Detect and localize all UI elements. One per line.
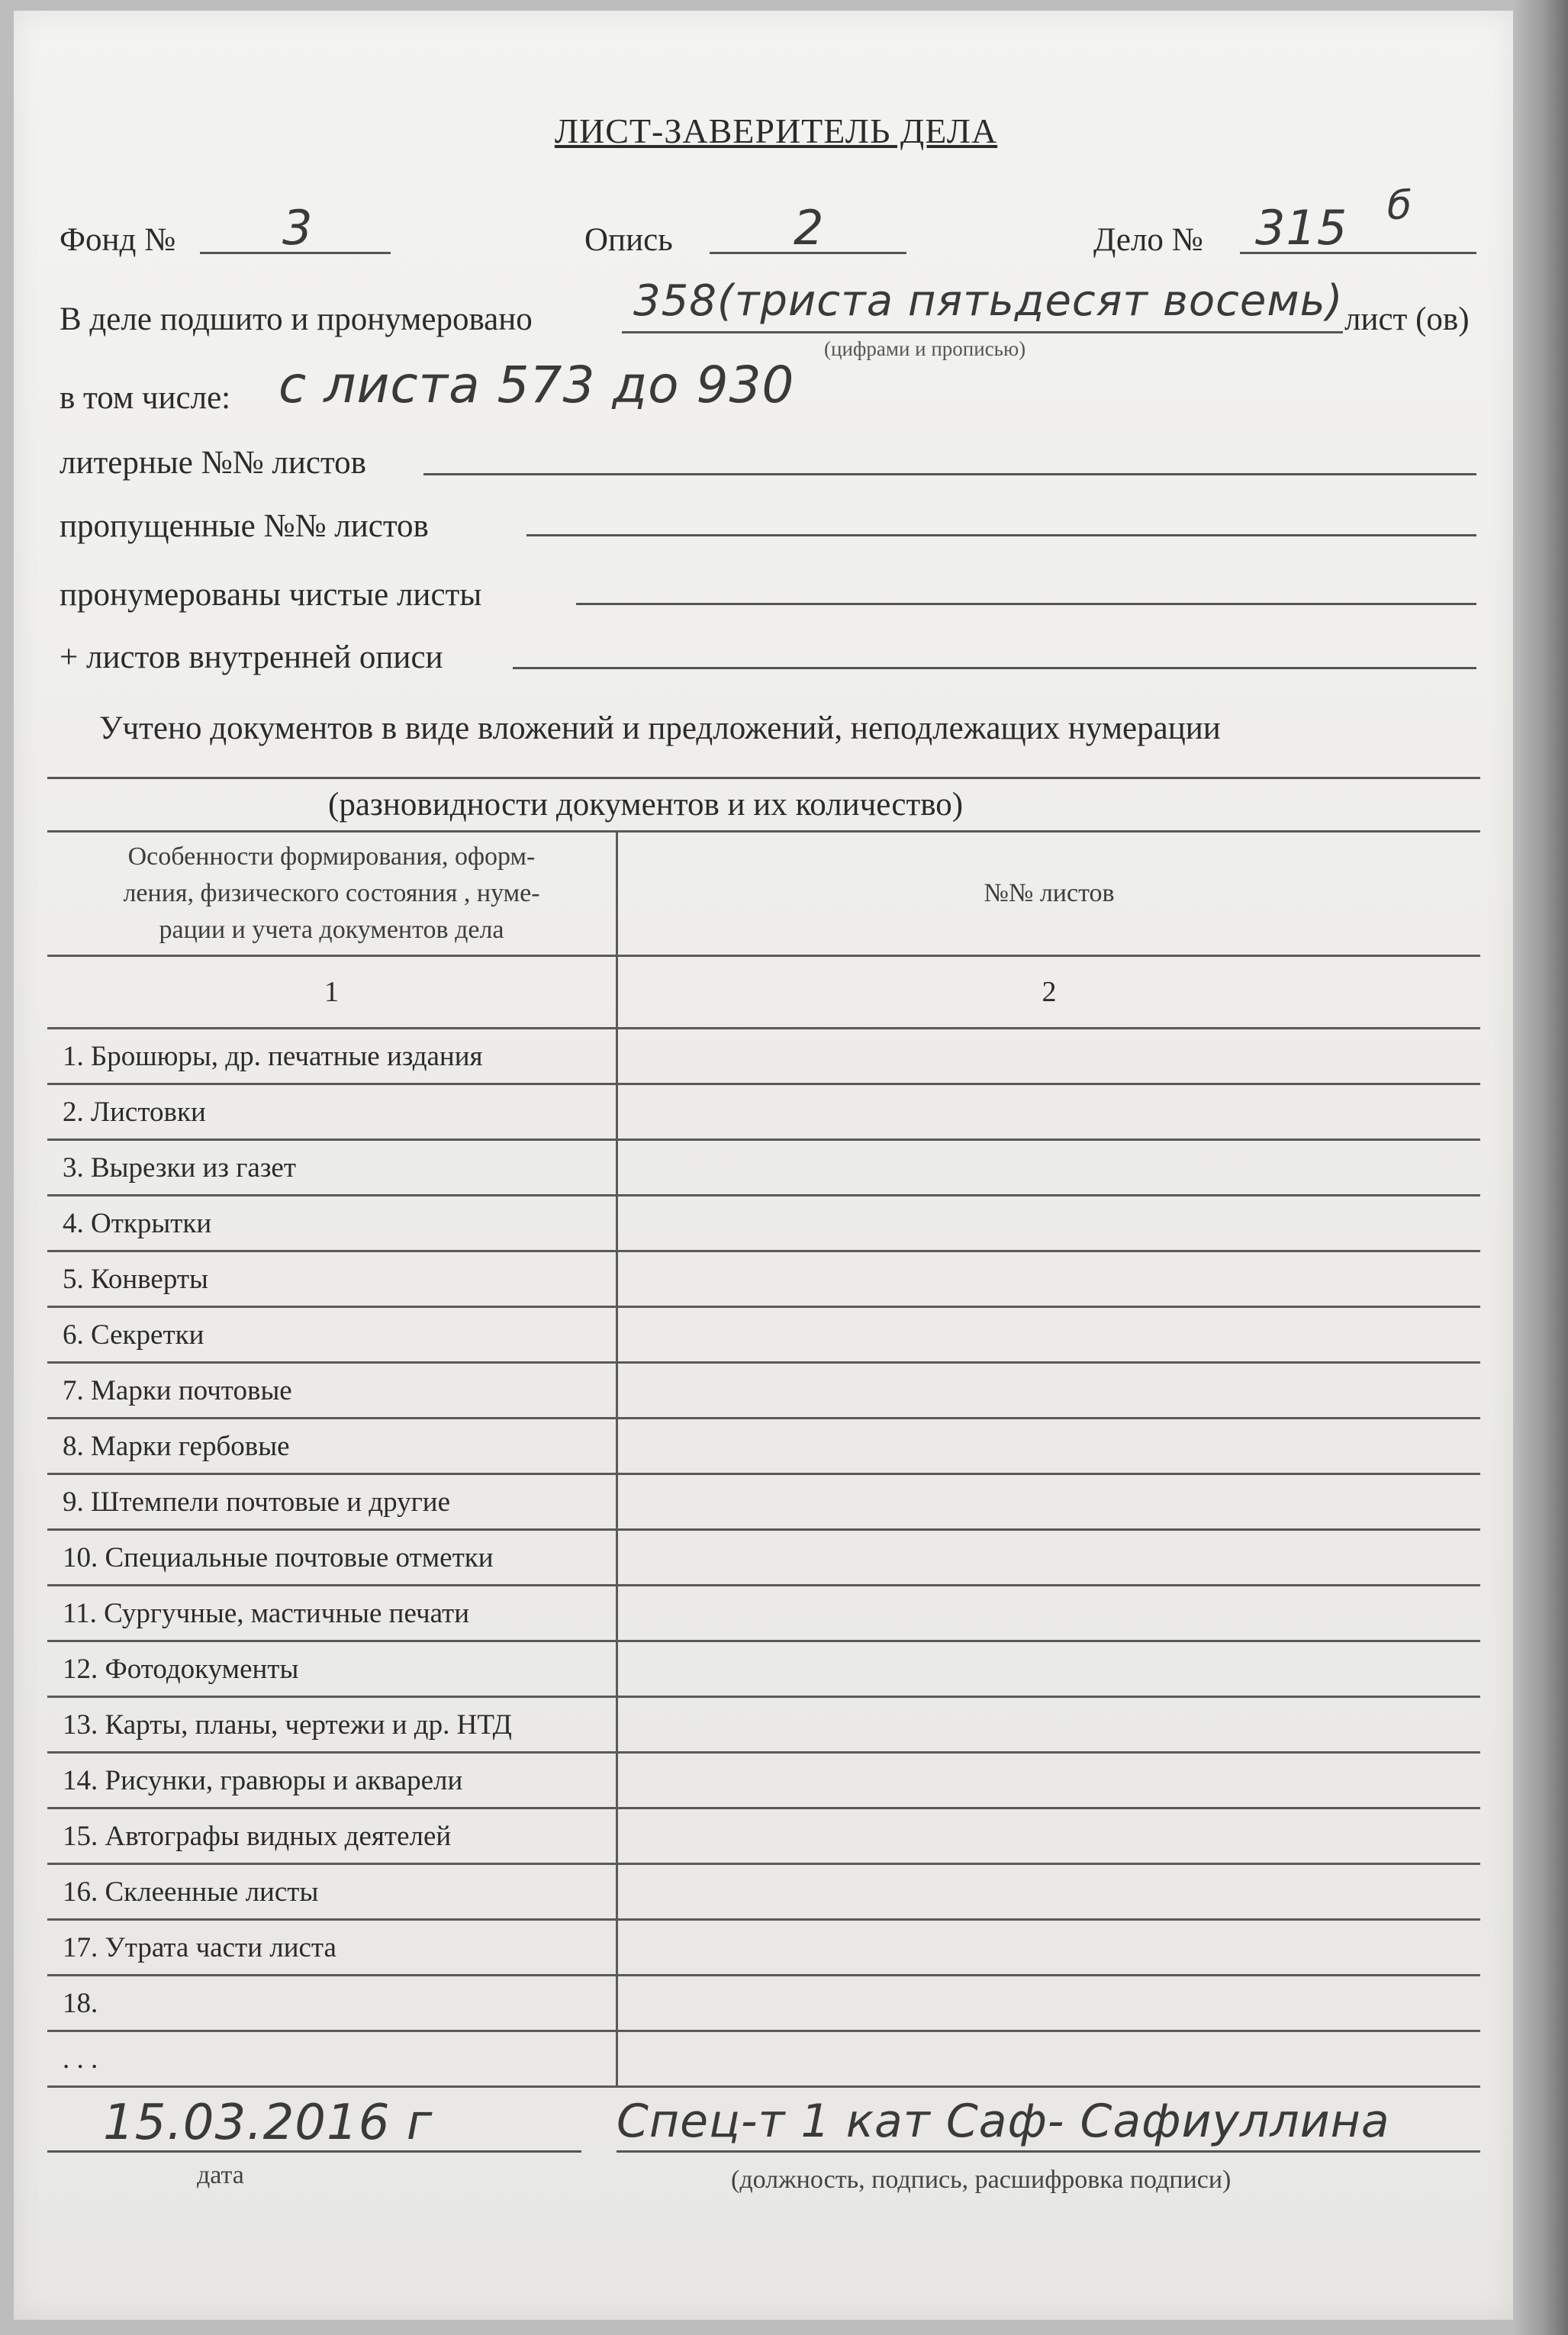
row-label: 10. Специальные почтовые отметки (47, 1530, 617, 1586)
row-label: 5. Конверты (47, 1251, 617, 1307)
table-row (47, 1196, 1480, 1251)
row-sheets (617, 1586, 1481, 1641)
table-row (47, 1029, 1480, 1084)
date-value: 15.03.2016 г (103, 2095, 433, 2151)
date-label: дата (197, 2161, 244, 2189)
table-row (47, 1697, 1480, 1753)
table-row (47, 2031, 1480, 2087)
col2-number: 2 (617, 956, 1481, 1029)
row-sheets (617, 1808, 1481, 1864)
row-label: 3. Вырезки из газет (47, 1140, 617, 1196)
row-sheets (617, 1864, 1481, 1920)
signature-label: (должность, подпись, расшифровка подписи) (731, 2166, 1232, 2194)
delo-suffix: б (1387, 183, 1413, 229)
table-row (47, 1808, 1480, 1864)
table-row (47, 1363, 1480, 1419)
field-blank: пронумерованы чистые листы (60, 577, 482, 613)
row-sheets (617, 1029, 1481, 1084)
table-row (47, 1530, 1480, 1586)
table-row (47, 1307, 1480, 1363)
documents-table (47, 830, 1480, 2088)
row-sheets (617, 1363, 1481, 1419)
vtom-label: в том числе: (60, 380, 231, 416)
table-row (47, 1586, 1480, 1641)
col1-header (47, 832, 617, 956)
field-internal: + листов внутренней описи (60, 639, 443, 675)
opis-label: Опись (584, 222, 673, 258)
row-label: 9. Штемпели почтовые и другие (47, 1474, 617, 1530)
row-sheets (617, 1641, 1481, 1697)
field-blank-line (576, 603, 1476, 605)
row-label: 7. Марки почтовые (47, 1363, 617, 1419)
table-header-row (47, 832, 1480, 956)
row-label: 4. Открытки (47, 1196, 617, 1251)
signature-value: Спец-т 1 кат Саф- Сафиуллина (617, 2095, 1390, 2148)
row-sheets (617, 1084, 1481, 1140)
table-number-row (47, 956, 1480, 1029)
field-missing: пропущенные №№ листов (60, 508, 429, 544)
vtom-value: с листа 573 до 930 (279, 356, 795, 414)
row-sheets (617, 1474, 1481, 1530)
col1-header-line: Особенности формирования, оформ- (127, 842, 536, 871)
date-line (47, 2150, 581, 2153)
row-label: 17. Утрата части листа (47, 1920, 617, 1976)
table-row (47, 1864, 1480, 1920)
field-literal-line (423, 473, 1476, 475)
podshito-label: В деле подшито и пронумеровано (60, 301, 533, 337)
opis-value: 2 (794, 200, 825, 256)
delo-label: Дело № (1093, 222, 1203, 258)
row-sheets (617, 1251, 1481, 1307)
row-sheets (617, 1307, 1481, 1363)
fond-label: Фонд № (60, 222, 176, 258)
row-sheets (617, 1530, 1481, 1586)
row-label: 12. Фотодокументы (47, 1641, 617, 1697)
signature-line (617, 2150, 1480, 2153)
table-row (47, 1920, 1480, 1976)
row-label: 14. Рисунки, гравюры и акварели (47, 1753, 617, 1808)
raznovidnosti-text: (разновидности документов и их количество) (328, 787, 964, 823)
row-label: 8. Марки гербовые (47, 1419, 617, 1474)
field-missing-line (526, 534, 1476, 536)
col1-header-line: рации и учета документов дела (159, 916, 504, 944)
row-label: 13. Карты, планы, чертежи и др. НТД (47, 1697, 617, 1753)
row-sheets (617, 1419, 1481, 1474)
row-label: 15. Автографы видных деятелей (47, 1808, 617, 1864)
row-label: 11. Сургучные, мастичные печати (47, 1586, 617, 1641)
document-title: ЛИСТ-ЗАВЕРИТЕЛЬ ДЕЛА (554, 111, 998, 150)
field-internal-line (513, 667, 1476, 669)
row-label: 16. Склеенные листы (47, 1864, 617, 1920)
field-literal: литерные №№ листов (60, 445, 366, 481)
col1-number: 1 (47, 956, 617, 1029)
col1-header-line: ления, физического состояния , нуме- (123, 879, 540, 907)
podshito-line (622, 331, 1343, 333)
row-label: 1. Брошюры, др. печатные издания (47, 1029, 617, 1084)
row-sheets (617, 1196, 1481, 1251)
row-sheets (617, 1753, 1481, 1808)
table-row (47, 1084, 1480, 1140)
table-row (47, 1641, 1480, 1697)
table-row (47, 1140, 1480, 1196)
row-sheets (617, 1140, 1481, 1196)
table-row (47, 1976, 1480, 2031)
podshito-suffix: лист (ов) (1344, 301, 1470, 337)
podshito-hint: (цифрами и прописью) (824, 337, 1026, 360)
row-label: 2. Листовки (47, 1084, 617, 1140)
row-label: 6. Секретки (47, 1307, 617, 1363)
row-sheets (617, 2031, 1481, 2087)
row-sheets (617, 1920, 1481, 1976)
page-edge-shadow (1513, 0, 1568, 2335)
table-row (47, 1753, 1480, 1808)
table-row (47, 1474, 1480, 1530)
podshito-value: 358(триста пятьдесят восемь) (633, 276, 1344, 326)
table-row (47, 1419, 1480, 1474)
table-row (47, 1251, 1480, 1307)
row-sheets (617, 1976, 1481, 2031)
row-label: . . . (47, 2031, 617, 2087)
row-label: 18. (47, 1976, 617, 2031)
delo-value: 315 (1255, 200, 1348, 256)
row-sheets (617, 1697, 1481, 1753)
uchteno-line (47, 777, 1480, 779)
fond-value: 3 (282, 200, 314, 256)
uchteno-text: Учтено документов в виде вложений и предложений, неподлежащих нумерации (99, 710, 1221, 746)
col2-header: №№ листов (617, 832, 1481, 956)
